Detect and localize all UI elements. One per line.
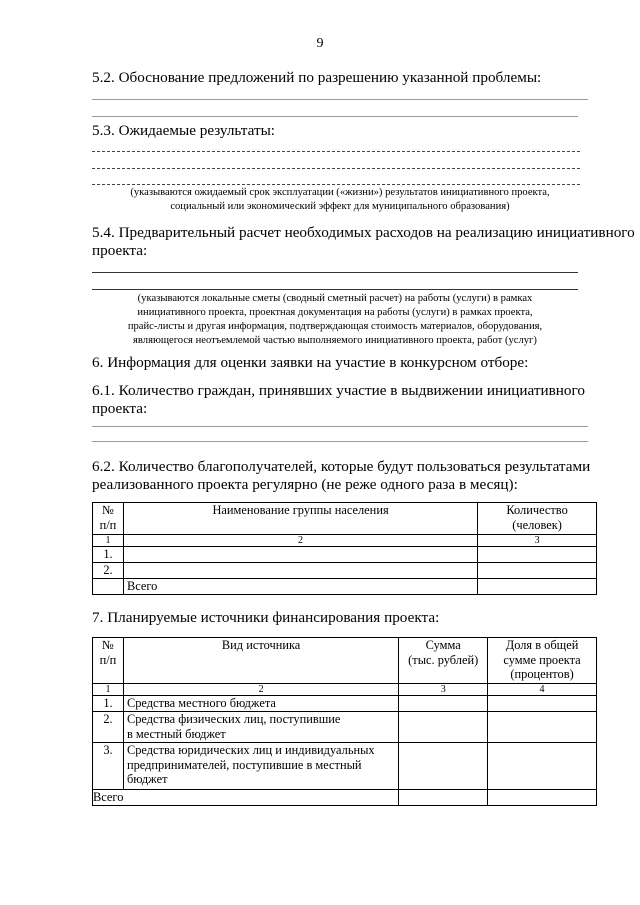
col-header-num-line1: № [102, 638, 114, 652]
row-sum-cell[interactable] [399, 712, 488, 743]
blank-line [92, 441, 588, 442]
col-header-sum [399, 638, 488, 684]
row-share-cell[interactable] [488, 696, 597, 712]
blank-line [92, 184, 580, 185]
section-6-2-heading-1: 6.2. Количество благополучателей, которые будут пользоваться результатами [92, 458, 591, 475]
section-5-4-heading-2: проекта: [92, 242, 148, 259]
col-header-num-line2: п/п [99, 652, 117, 667]
page-number: 9 [316, 36, 324, 51]
section-5-3-heading: 5.3. Ожидаемые результаты: [92, 122, 276, 139]
col-header-sum-line1: Сумма [425, 638, 461, 652]
section-5-4-heading-1: 5.4. Предварительный расчет необходимых расходов на реализацию инициативного [92, 224, 635, 241]
col-header-share-line1: Доля в общей [505, 638, 579, 652]
table-index-row [93, 684, 597, 696]
col-header-num [93, 638, 124, 684]
row-sum-cell[interactable] [399, 696, 488, 712]
section-5-3-note-2: социальный или экономический эффект для муниципального образования) [170, 201, 510, 212]
blank-line [92, 168, 580, 169]
total-count-cell[interactable] [478, 579, 597, 595]
col-header-count [478, 503, 597, 535]
row-source-line3: бюджет [126, 772, 168, 786]
row-num: 1. [93, 547, 124, 563]
row-num: 2. [93, 712, 124, 743]
row-source-line1: Средства физических лиц, поступившие [126, 712, 341, 726]
col-header-count-line2: (человек) [512, 517, 562, 532]
total-sum-cell[interactable] [399, 790, 488, 806]
section-5-2-heading: 5.2. Обоснование предложений по разрешению указанной проблемы: [92, 69, 542, 86]
row-share-cell[interactable] [488, 712, 597, 743]
index-cell: 3 [399, 684, 488, 696]
table-row [93, 712, 597, 743]
index-cell: 1 [93, 684, 124, 696]
table-total-row [93, 579, 597, 595]
table-header-row [93, 503, 597, 535]
row-source-line1: Средства юридических лиц и индивидуальных [126, 743, 375, 757]
table-row [93, 696, 597, 712]
row-sum-cell[interactable] [399, 743, 488, 790]
total-share-cell[interactable] [488, 790, 597, 806]
section-5-4-note-4: являющегося неотъемлемой частью выполняемого инициативного проекта, работ (услуг) [133, 335, 537, 346]
row-count-cell[interactable] [478, 547, 597, 563]
section-5-3-note-1: (указываются ожидаемый срок эксплуатации («жизни») результатов инициативного проекта, [130, 187, 550, 198]
table-row [93, 563, 597, 579]
col-header-sum-line2: (тыс. рублей) [408, 652, 479, 667]
index-cell: 3 [478, 535, 597, 547]
beneficiaries-table [92, 502, 597, 595]
row-group-cell[interactable] [123, 563, 477, 579]
col-header-count-line1: Количество [506, 503, 568, 517]
financing-table [92, 637, 597, 806]
row-num: 2. [93, 563, 124, 579]
col-header-num [93, 503, 124, 535]
table-total-row [93, 790, 597, 806]
table-row [93, 743, 597, 790]
table-index-row [93, 535, 597, 547]
index-cell: 4 [488, 684, 597, 696]
blank-line [92, 151, 580, 152]
table-row [93, 547, 597, 563]
col-header-num-line2: п/п [99, 517, 117, 532]
col-header-share-line3: (процентов) [510, 667, 574, 681]
row-num: 3. [93, 743, 124, 790]
col-header-num-line1: № [102, 503, 114, 517]
row-count-cell[interactable] [478, 563, 597, 579]
row-source-label [123, 743, 398, 790]
blank-line [92, 272, 578, 273]
index-cell: 2 [123, 535, 477, 547]
section-6-1-heading-1: 6.1. Количество граждан, принявших участие в выдвижении инициативного [92, 382, 585, 399]
row-group-cell[interactable] [123, 547, 477, 563]
row-source-line2: в местный бюджет [126, 726, 226, 741]
section-5-4-note-2: инициативного проекта, проектная документация на работы (услуги) в рамках проекта, [137, 307, 533, 318]
total-label: Всего [93, 790, 399, 806]
table-header-row [93, 638, 597, 684]
blank-line [92, 116, 578, 117]
row-source-line2: предпринимателей, поступившие в местный [126, 757, 362, 772]
blank-line [92, 99, 588, 100]
total-label: Всего [123, 579, 477, 595]
index-cell: 2 [123, 684, 398, 696]
col-header-share-line2: сумме проекта [503, 652, 581, 667]
section-6-1-heading-2: проекта: [92, 400, 148, 417]
blank-line [92, 426, 588, 427]
blank-line [92, 289, 578, 290]
col-header-source: Вид источника [123, 638, 398, 684]
row-share-cell[interactable] [488, 743, 597, 790]
section-6-2-heading-2: реализованного проекта регулярно (не реже одного раза в месяц): [92, 476, 518, 493]
row-source-label: Средства местного бюджета [123, 696, 398, 712]
section-6-heading: 6. Информация для оценки заявки на участие в конкурсном отборе: [92, 354, 529, 371]
row-num: 1. [93, 696, 124, 712]
index-cell: 1 [93, 535, 124, 547]
section-5-4-note-1: (указываются локальные сметы (сводный сметный расчет) на работы (услуги) в рамках [137, 293, 533, 304]
total-num-cell [93, 579, 124, 595]
col-header-group: Наименование группы населения [123, 503, 477, 535]
section-5-4-note-3: прайс-листы и другая информация, подтверждающая стоимость материалов, оборудования, [127, 321, 543, 332]
row-source-label [123, 712, 398, 743]
col-header-share [488, 638, 597, 684]
section-7-heading: 7. Планируемые источники финансирования проекта: [92, 609, 440, 626]
